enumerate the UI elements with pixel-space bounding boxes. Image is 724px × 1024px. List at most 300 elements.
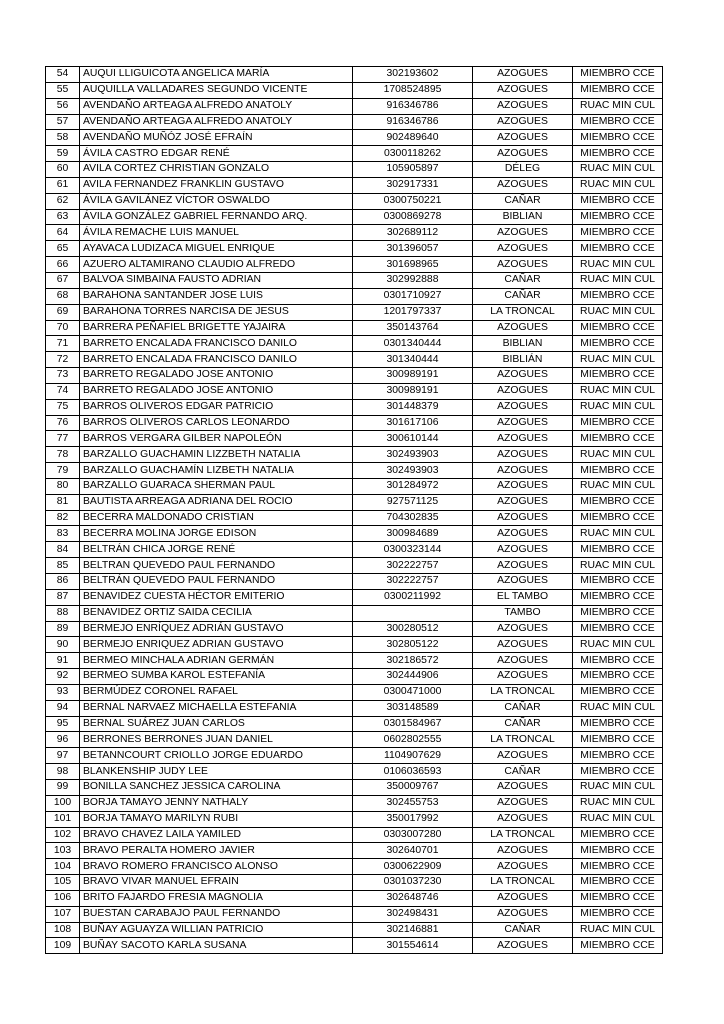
city-cell: CAÑAR	[473, 272, 573, 288]
member-name-cell: AVILA CORTEZ CHRISTIAN GONZALO	[80, 162, 353, 178]
id-number-cell: 0301037230	[353, 875, 473, 891]
member-name-cell: BETANNCOURT CRIOLLO JORGE EDUARDO	[80, 748, 353, 764]
id-number-cell: 300610144	[353, 431, 473, 447]
table-row	[46, 589, 663, 605]
membership-type-cell: MIEMBRO CCE	[573, 494, 663, 510]
member-name-cell: BERMEJO ENRÍQUEZ ADRIÁN GUSTAVO	[80, 621, 353, 637]
membership-type-cell: MIEMBRO CCE	[573, 510, 663, 526]
members-table	[45, 66, 663, 954]
membership-type-cell: RUAC MIN CUL	[573, 447, 663, 463]
city-cell: AZOGUES	[473, 748, 573, 764]
row-number-cell: 85	[46, 558, 80, 574]
membership-type-cell: MIEMBRO CCE	[573, 288, 663, 304]
id-number-cell: 302640701	[353, 843, 473, 859]
member-name-cell: BARZALLO GUARACA SHERMAN PAUL	[80, 478, 353, 494]
membership-type-cell: MIEMBRO CCE	[573, 336, 663, 352]
city-cell: AZOGUES	[473, 779, 573, 795]
table-row	[46, 494, 663, 510]
city-cell: AZOGUES	[473, 526, 573, 542]
city-cell: AZOGUES	[473, 368, 573, 384]
table-row	[46, 272, 663, 288]
city-cell: DÉLEG	[473, 162, 573, 178]
member-name-cell: AVENDAÑO ARTEAGA ALFREDO ANATOLY	[80, 98, 353, 114]
membership-type-cell: RUAC MIN CUL	[573, 304, 663, 320]
table-row	[46, 114, 663, 130]
membership-type-cell: MIEMBRO CCE	[573, 732, 663, 748]
city-cell: AZOGUES	[473, 558, 573, 574]
membership-type-cell: MIEMBRO CCE	[573, 82, 663, 98]
member-name-cell: BARROS VERGARA GILBER NAPOLEÓN	[80, 431, 353, 447]
membership-type-cell: MIEMBRO CCE	[573, 669, 663, 685]
member-name-cell: BECERRA MALDONADO CRISTIAN	[80, 510, 353, 526]
row-number-cell: 100	[46, 795, 80, 811]
city-cell: AZOGUES	[473, 637, 573, 653]
id-number-cell: 350017992	[353, 811, 473, 827]
table-row	[46, 225, 663, 241]
member-name-cell: AZUERO ALTAMIRANO CLAUDIO ALFREDO	[80, 257, 353, 273]
id-number-cell: 300280512	[353, 621, 473, 637]
city-cell: AZOGUES	[473, 463, 573, 479]
table-row	[46, 177, 663, 193]
membership-type-cell: MIEMBRO CCE	[573, 463, 663, 479]
member-name-cell: BARRETO REGALADO JOSE ANTONIO	[80, 383, 353, 399]
row-number-cell: 90	[46, 637, 80, 653]
membership-type-cell: RUAC MIN CUL	[573, 478, 663, 494]
row-number-cell: 55	[46, 82, 80, 98]
member-name-cell: BELTRÁN CHICA JORGE RENÉ	[80, 542, 353, 558]
row-number-cell: 61	[46, 177, 80, 193]
member-name-cell: BERNAL SUÁREZ JUAN CARLOS	[80, 716, 353, 732]
membership-type-cell: MIEMBRO CCE	[573, 431, 663, 447]
table-row	[46, 478, 663, 494]
id-number-cell: 1104907629	[353, 748, 473, 764]
row-number-cell: 101	[46, 811, 80, 827]
membership-type-cell: MIEMBRO CCE	[573, 748, 663, 764]
membership-type-cell: RUAC MIN CUL	[573, 399, 663, 415]
member-name-cell: BERMEJO ENRIQUEZ ADRIAN GUSTAVO	[80, 637, 353, 653]
membership-type-cell: RUAC MIN CUL	[573, 811, 663, 827]
city-cell: AZOGUES	[473, 795, 573, 811]
city-cell: AZOGUES	[473, 98, 573, 114]
row-number-cell: 70	[46, 320, 80, 336]
city-cell: AZOGUES	[473, 146, 573, 162]
membership-type-cell: MIEMBRO CCE	[573, 209, 663, 225]
member-name-cell: BARAHONA TORRES NARCISA DE JESUS	[80, 304, 353, 320]
row-number-cell: 87	[46, 589, 80, 605]
member-name-cell: AVENDAÑO MUÑÓZ JOSÉ EFRAÍN	[80, 130, 353, 146]
member-name-cell: BARZALLO GUACHAMÍN LIZBETH NATALIA	[80, 463, 353, 479]
table-row	[46, 320, 663, 336]
table-row	[46, 669, 663, 685]
table-row	[46, 415, 663, 431]
id-number-cell: 0300323144	[353, 542, 473, 558]
member-name-cell: BECERRA MOLINA JORGE EDISON	[80, 526, 353, 542]
id-number-cell	[353, 605, 473, 621]
city-cell: EL TAMBO	[473, 589, 573, 605]
id-number-cell: 302805122	[353, 637, 473, 653]
member-name-cell: AUQUI LLIGUICOTA ANGELICA MARÍA	[80, 67, 353, 83]
row-number-cell: 76	[46, 415, 80, 431]
row-number-cell: 89	[46, 621, 80, 637]
city-cell: CAÑAR	[473, 716, 573, 732]
table-row	[46, 827, 663, 843]
member-name-cell: ÁVILA GAVILÁNEZ VÍCTOR OSWALDO	[80, 193, 353, 209]
id-number-cell: 704302835	[353, 510, 473, 526]
membership-type-cell: MIEMBRO CCE	[573, 589, 663, 605]
member-name-cell: BRAVO VIVAR MANUEL EFRAIN	[80, 875, 353, 891]
row-number-cell: 104	[46, 859, 80, 875]
row-number-cell: 80	[46, 478, 80, 494]
table-row	[46, 890, 663, 906]
row-number-cell: 107	[46, 906, 80, 922]
id-number-cell: 0300118262	[353, 146, 473, 162]
table-row	[46, 748, 663, 764]
city-cell: AZOGUES	[473, 431, 573, 447]
row-number-cell: 82	[46, 510, 80, 526]
id-number-cell: 302648746	[353, 890, 473, 906]
row-number-cell: 75	[46, 399, 80, 415]
id-number-cell: 302992888	[353, 272, 473, 288]
membership-type-cell: MIEMBRO CCE	[573, 859, 663, 875]
row-number-cell: 78	[46, 447, 80, 463]
row-number-cell: 67	[46, 272, 80, 288]
id-number-cell: 0300750221	[353, 193, 473, 209]
id-number-cell: 1201797337	[353, 304, 473, 320]
membership-type-cell: RUAC MIN CUL	[573, 177, 663, 193]
city-cell: AZOGUES	[473, 383, 573, 399]
row-number-cell: 66	[46, 257, 80, 273]
row-number-cell: 79	[46, 463, 80, 479]
row-number-cell: 83	[46, 526, 80, 542]
member-name-cell: BRAVO CHAVEZ LAILA YAMILED	[80, 827, 353, 843]
member-name-cell: BERMEO MINCHALA ADRIAN GERMÁN	[80, 653, 353, 669]
id-number-cell: 302444906	[353, 669, 473, 685]
table-row	[46, 875, 663, 891]
id-number-cell: 302493903	[353, 463, 473, 479]
row-number-cell: 57	[46, 114, 80, 130]
id-number-cell: 302186572	[353, 653, 473, 669]
table-row	[46, 922, 663, 938]
city-cell: CAÑAR	[473, 700, 573, 716]
member-name-cell: ÁVILA REMACHE LUIS MANUEL	[80, 225, 353, 241]
id-number-cell: 0300622909	[353, 859, 473, 875]
id-number-cell: 1708524895	[353, 82, 473, 98]
row-number-cell: 105	[46, 875, 80, 891]
city-cell: BIBLIAN	[473, 209, 573, 225]
member-name-cell: ÁVILA GONZÁLEZ GABRIEL FERNANDO ARQ.	[80, 209, 353, 225]
city-cell: AZOGUES	[473, 621, 573, 637]
table-row	[46, 938, 663, 954]
membership-type-cell: RUAC MIN CUL	[573, 352, 663, 368]
table-row	[46, 162, 663, 178]
table-row	[46, 431, 663, 447]
membership-type-cell: MIEMBRO CCE	[573, 415, 663, 431]
table-row	[46, 779, 663, 795]
city-cell: TAMBO	[473, 605, 573, 621]
id-number-cell: 301554614	[353, 938, 473, 954]
membership-type-cell: MIEMBRO CCE	[573, 241, 663, 257]
city-cell: AZOGUES	[473, 114, 573, 130]
table-row	[46, 621, 663, 637]
row-number-cell: 109	[46, 938, 80, 954]
membership-type-cell: MIEMBRO CCE	[573, 716, 663, 732]
table-row	[46, 843, 663, 859]
city-cell: LA TRONCAL	[473, 732, 573, 748]
table-row	[46, 811, 663, 827]
city-cell: AZOGUES	[473, 859, 573, 875]
row-number-cell: 84	[46, 542, 80, 558]
id-number-cell: 0106036593	[353, 764, 473, 780]
id-number-cell: 0300869278	[353, 209, 473, 225]
city-cell: AZOGUES	[473, 241, 573, 257]
table-row	[46, 336, 663, 352]
member-name-cell: BLANKENSHIP JUDY LEE	[80, 764, 353, 780]
id-number-cell: 0301340444	[353, 336, 473, 352]
member-name-cell: AVENDAÑO ARTEAGA ALFREDO ANATOLY	[80, 114, 353, 130]
membership-type-cell: MIEMBRO CCE	[573, 146, 663, 162]
member-name-cell: BARRETO REGALADO JOSE ANTONIO	[80, 368, 353, 384]
row-number-cell: 96	[46, 732, 80, 748]
row-number-cell: 63	[46, 209, 80, 225]
id-number-cell: 902489640	[353, 130, 473, 146]
row-number-cell: 68	[46, 288, 80, 304]
row-number-cell: 73	[46, 368, 80, 384]
id-number-cell: 0300211992	[353, 589, 473, 605]
row-number-cell: 102	[46, 827, 80, 843]
row-number-cell: 88	[46, 605, 80, 621]
membership-type-cell: MIEMBRO CCE	[573, 764, 663, 780]
city-cell: AZOGUES	[473, 811, 573, 827]
row-number-cell: 72	[46, 352, 80, 368]
table-row	[46, 383, 663, 399]
id-number-cell: 350143764	[353, 320, 473, 336]
member-name-cell: BARRETO ENCALADA FRANCISCO DANILO	[80, 336, 353, 352]
membership-type-cell: MIEMBRO CCE	[573, 368, 663, 384]
member-name-cell: BERNAL NARVAEZ MICHAELLA ESTEFANIA	[80, 700, 353, 716]
id-number-cell: 302498431	[353, 906, 473, 922]
city-cell: AZOGUES	[473, 653, 573, 669]
city-cell: AZOGUES	[473, 938, 573, 954]
table-row	[46, 352, 663, 368]
city-cell: LA TRONCAL	[473, 304, 573, 320]
member-name-cell: BARRERA PEÑAFIEL BRIGETTE YAJAIRA	[80, 320, 353, 336]
city-cell: AZOGUES	[473, 320, 573, 336]
membership-type-cell: RUAC MIN CUL	[573, 526, 663, 542]
members-table-body	[46, 67, 663, 954]
id-number-cell: 302193602	[353, 67, 473, 83]
member-name-cell: BUÑAY AGUAYZA WILLIAN PATRICIO	[80, 922, 353, 938]
id-number-cell: 0301710927	[353, 288, 473, 304]
id-number-cell: 302146881	[353, 922, 473, 938]
row-number-cell: 108	[46, 922, 80, 938]
membership-type-cell: MIEMBRO CCE	[573, 67, 663, 83]
row-number-cell: 60	[46, 162, 80, 178]
member-name-cell: BONILLA SANCHEZ JESSICA CAROLINA	[80, 779, 353, 795]
member-name-cell: BERMÚDEZ CORONEL RAFAEL	[80, 684, 353, 700]
membership-type-cell: RUAC MIN CUL	[573, 922, 663, 938]
city-cell: BIBLIAN	[473, 336, 573, 352]
id-number-cell: 302689112	[353, 225, 473, 241]
table-row	[46, 209, 663, 225]
membership-type-cell: MIEMBRO CCE	[573, 225, 663, 241]
membership-type-cell: MIEMBRO CCE	[573, 875, 663, 891]
table-row	[46, 526, 663, 542]
member-name-cell: BENAVIDEZ CUESTA HÉCTOR EMITERIO	[80, 589, 353, 605]
member-name-cell: BALVOA SIMBAINA FAUSTO ADRIAN	[80, 272, 353, 288]
city-cell: CAÑAR	[473, 764, 573, 780]
membership-type-cell: MIEMBRO CCE	[573, 320, 663, 336]
city-cell: CAÑAR	[473, 288, 573, 304]
table-row	[46, 288, 663, 304]
id-number-cell: 301340444	[353, 352, 473, 368]
membership-type-cell: RUAC MIN CUL	[573, 637, 663, 653]
member-name-cell: BENAVIDEZ ORTIZ SAIDA CECILIA	[80, 605, 353, 621]
city-cell: AZOGUES	[473, 478, 573, 494]
id-number-cell: 302222757	[353, 558, 473, 574]
city-cell: AZOGUES	[473, 510, 573, 526]
row-number-cell: 69	[46, 304, 80, 320]
membership-type-cell: MIEMBRO CCE	[573, 827, 663, 843]
membership-type-cell: RUAC MIN CUL	[573, 98, 663, 114]
member-name-cell: BELTRÁN QUEVEDO PAUL FERNANDO	[80, 574, 353, 590]
row-number-cell: 59	[46, 146, 80, 162]
table-row	[46, 700, 663, 716]
member-name-cell: BRITO FAJARDO FRESIA MAGNOLIA	[80, 890, 353, 906]
id-number-cell: 301284972	[353, 478, 473, 494]
member-name-cell: BELTRAN QUEVEDO PAUL FERNANDO	[80, 558, 353, 574]
table-row	[46, 574, 663, 590]
membership-type-cell: MIEMBRO CCE	[573, 193, 663, 209]
row-number-cell: 86	[46, 574, 80, 590]
row-number-cell: 81	[46, 494, 80, 510]
row-number-cell: 103	[46, 843, 80, 859]
membership-type-cell: MIEMBRO CCE	[573, 574, 663, 590]
table-row	[46, 859, 663, 875]
city-cell: BIBLIÁN	[473, 352, 573, 368]
city-cell: AZOGUES	[473, 669, 573, 685]
member-name-cell: BARRETO ENCALADA FRANCISCO DANILO	[80, 352, 353, 368]
city-cell: AZOGUES	[473, 225, 573, 241]
table-row	[46, 82, 663, 98]
table-row	[46, 637, 663, 653]
id-number-cell: 301698965	[353, 257, 473, 273]
id-number-cell: 350009767	[353, 779, 473, 795]
table-row	[46, 684, 663, 700]
member-name-cell: BRAVO PERALTA HOMERO JAVIER	[80, 843, 353, 859]
membership-type-cell: MIEMBRO CCE	[573, 605, 663, 621]
membership-type-cell: MIEMBRO CCE	[573, 890, 663, 906]
id-number-cell: 0301584967	[353, 716, 473, 732]
table-row	[46, 130, 663, 146]
city-cell: LA TRONCAL	[473, 684, 573, 700]
city-cell: CAÑAR	[473, 922, 573, 938]
membership-type-cell: MIEMBRO CCE	[573, 114, 663, 130]
table-row	[46, 510, 663, 526]
membership-type-cell: MIEMBRO CCE	[573, 653, 663, 669]
membership-type-cell: RUAC MIN CUL	[573, 795, 663, 811]
city-cell: LA TRONCAL	[473, 827, 573, 843]
city-cell: AZOGUES	[473, 415, 573, 431]
row-number-cell: 62	[46, 193, 80, 209]
id-number-cell: 916346786	[353, 114, 473, 130]
table-row	[46, 67, 663, 83]
table-row	[46, 447, 663, 463]
city-cell: LA TRONCAL	[473, 875, 573, 891]
row-number-cell: 91	[46, 653, 80, 669]
table-row	[46, 193, 663, 209]
table-row	[46, 399, 663, 415]
row-number-cell: 56	[46, 98, 80, 114]
row-number-cell: 92	[46, 669, 80, 685]
membership-type-cell: RUAC MIN CUL	[573, 257, 663, 273]
id-number-cell: 0602802555	[353, 732, 473, 748]
membership-type-cell: RUAC MIN CUL	[573, 700, 663, 716]
city-cell: AZOGUES	[473, 399, 573, 415]
member-name-cell: BARAHONA SANTANDER JOSE LUIS	[80, 288, 353, 304]
table-row	[46, 605, 663, 621]
table-row	[46, 732, 663, 748]
city-cell: AZOGUES	[473, 494, 573, 510]
member-name-cell: AVILA FERNANDEZ FRANKLIN GUSTAVO	[80, 177, 353, 193]
membership-type-cell: MIEMBRO CCE	[573, 843, 663, 859]
membership-type-cell: RUAC MIN CUL	[573, 162, 663, 178]
row-number-cell: 99	[46, 779, 80, 795]
membership-type-cell: MIEMBRO CCE	[573, 938, 663, 954]
table-row	[46, 653, 663, 669]
id-number-cell: 300989191	[353, 368, 473, 384]
table-row	[46, 368, 663, 384]
id-number-cell: 0303007280	[353, 827, 473, 843]
id-number-cell: 105905897	[353, 162, 473, 178]
row-number-cell: 97	[46, 748, 80, 764]
table-row	[46, 716, 663, 732]
city-cell: AZOGUES	[473, 257, 573, 273]
city-cell: AZOGUES	[473, 447, 573, 463]
row-number-cell: 94	[46, 700, 80, 716]
id-number-cell: 302455753	[353, 795, 473, 811]
id-number-cell: 0300471000	[353, 684, 473, 700]
member-name-cell: AUQUILLA VALLADARES SEGUNDO VICENTE	[80, 82, 353, 98]
city-cell: AZOGUES	[473, 890, 573, 906]
id-number-cell: 302917331	[353, 177, 473, 193]
id-number-cell: 300989191	[353, 383, 473, 399]
table-row	[46, 146, 663, 162]
city-cell: AZOGUES	[473, 177, 573, 193]
row-number-cell: 71	[46, 336, 80, 352]
membership-type-cell: RUAC MIN CUL	[573, 558, 663, 574]
city-cell: AZOGUES	[473, 574, 573, 590]
city-cell: AZOGUES	[473, 843, 573, 859]
table-row	[46, 98, 663, 114]
table-row	[46, 764, 663, 780]
id-number-cell: 916346786	[353, 98, 473, 114]
table-row	[46, 542, 663, 558]
table-row	[46, 795, 663, 811]
id-number-cell: 301396057	[353, 241, 473, 257]
id-number-cell: 303148589	[353, 700, 473, 716]
table-row	[46, 304, 663, 320]
member-name-cell: BRAVO ROMERO FRANCISCO ALONSO	[80, 859, 353, 875]
row-number-cell: 64	[46, 225, 80, 241]
member-name-cell: BUESTAN CARABAJO PAUL FERNANDO	[80, 906, 353, 922]
row-number-cell: 54	[46, 67, 80, 83]
table-row	[46, 906, 663, 922]
table-row	[46, 241, 663, 257]
member-name-cell: BARZALLO GUACHAMIN LIZZBETH NATALIA	[80, 447, 353, 463]
city-cell: AZOGUES	[473, 67, 573, 83]
membership-type-cell: MIEMBRO CCE	[573, 621, 663, 637]
id-number-cell: 302222757	[353, 574, 473, 590]
